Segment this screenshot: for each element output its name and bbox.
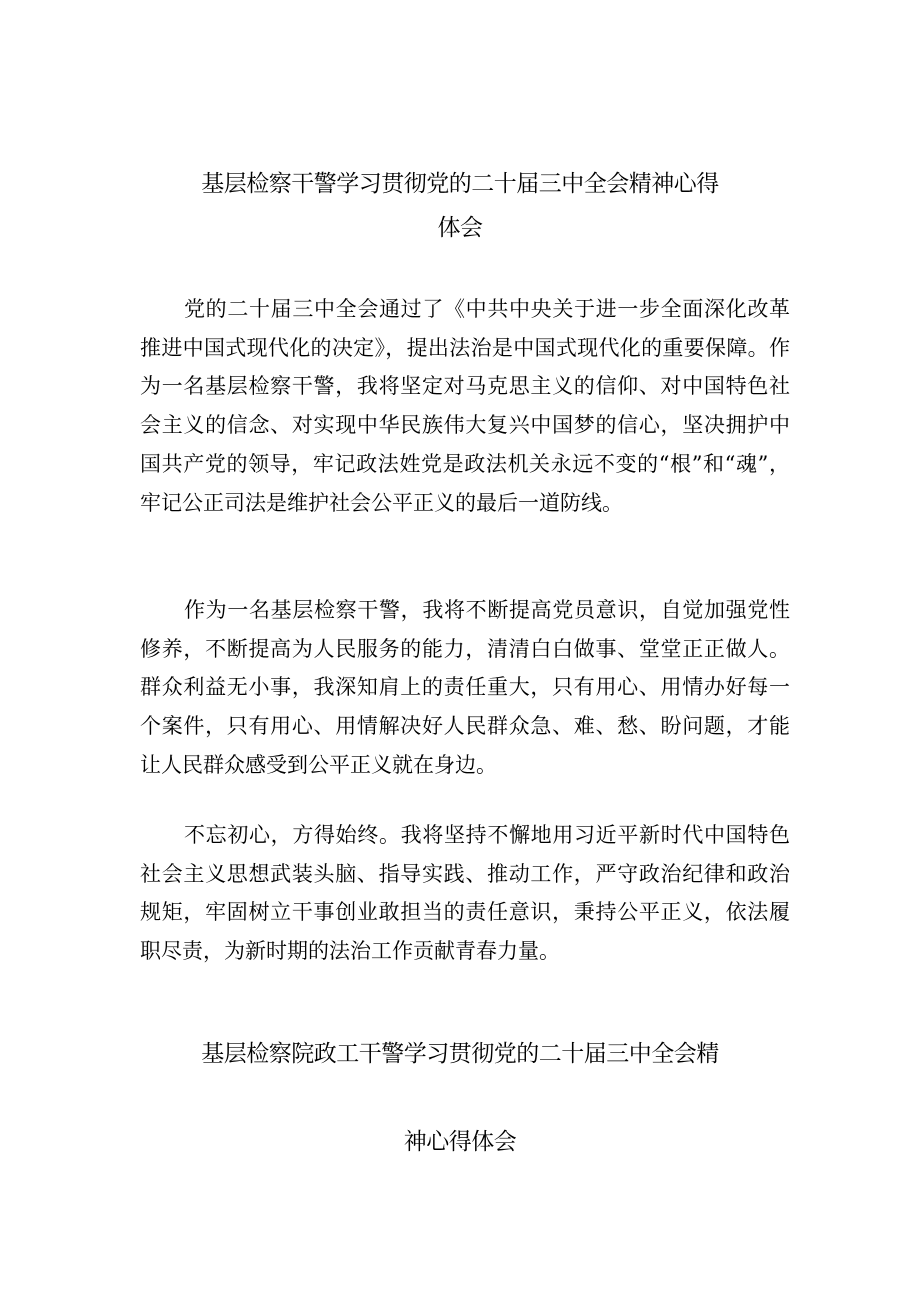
body-paragraph-3: 不忘初心，方得始终。我将坚持不懈地用习近平新时代中国特色社会主义思想武装头脑、指导实践、推动工作，严守政治纪律和政治规矩，牢固树立干事创业敢担当的责任意识，秉持公平正义，依法履职尽责，为新时期的法治工作贡献青春力量。 [140,823,790,964]
second-article-title-line-1: 基层检察院政工干警学习贯彻党的二十届三中全会精 [201,1041,719,1067]
second-article-title-line-2: 神心得体会 [403,1129,517,1155]
body-paragraph-1: 党的二十届三中全会通过了《中共中央关于进一步全面深化改革推进中国式现代化的决定》，提出法治是中国式现代化的重要保障。作为一名基层检察干警，我将坚定对马克思主义的信仰、对中国特色社会主义的信念、对实现中华民族伟大复兴中国梦的信心，坚决拥护中国共产党的领导，牢记政法姓党是政法机关永远不变的“根”和“魂”，牢记公正司法是维护社会公平正义的最后一道防线。 [140,297,790,515]
body-paragraph-2: 作为一名基层检察干警，我将不断提高党员意识，自觉加强党性修养，不断提高为人民服务的能力，清清白白做事、堂堂正正做人。群众利益无小事，我深知肩上的责任重大，只有用心、用情办好每一个案件，只有用心、用情解决好人民群众急、难、愁、盼问题，才能让人民群众感受到公平正义就在身边。 [140,598,790,777]
article-title [130,162,790,250]
article-title-line-2: 体会 [437,215,483,241]
article-title-line-1: 基层检察干警学习贯彻党的二十届三中全会精神心得 [201,171,719,197]
